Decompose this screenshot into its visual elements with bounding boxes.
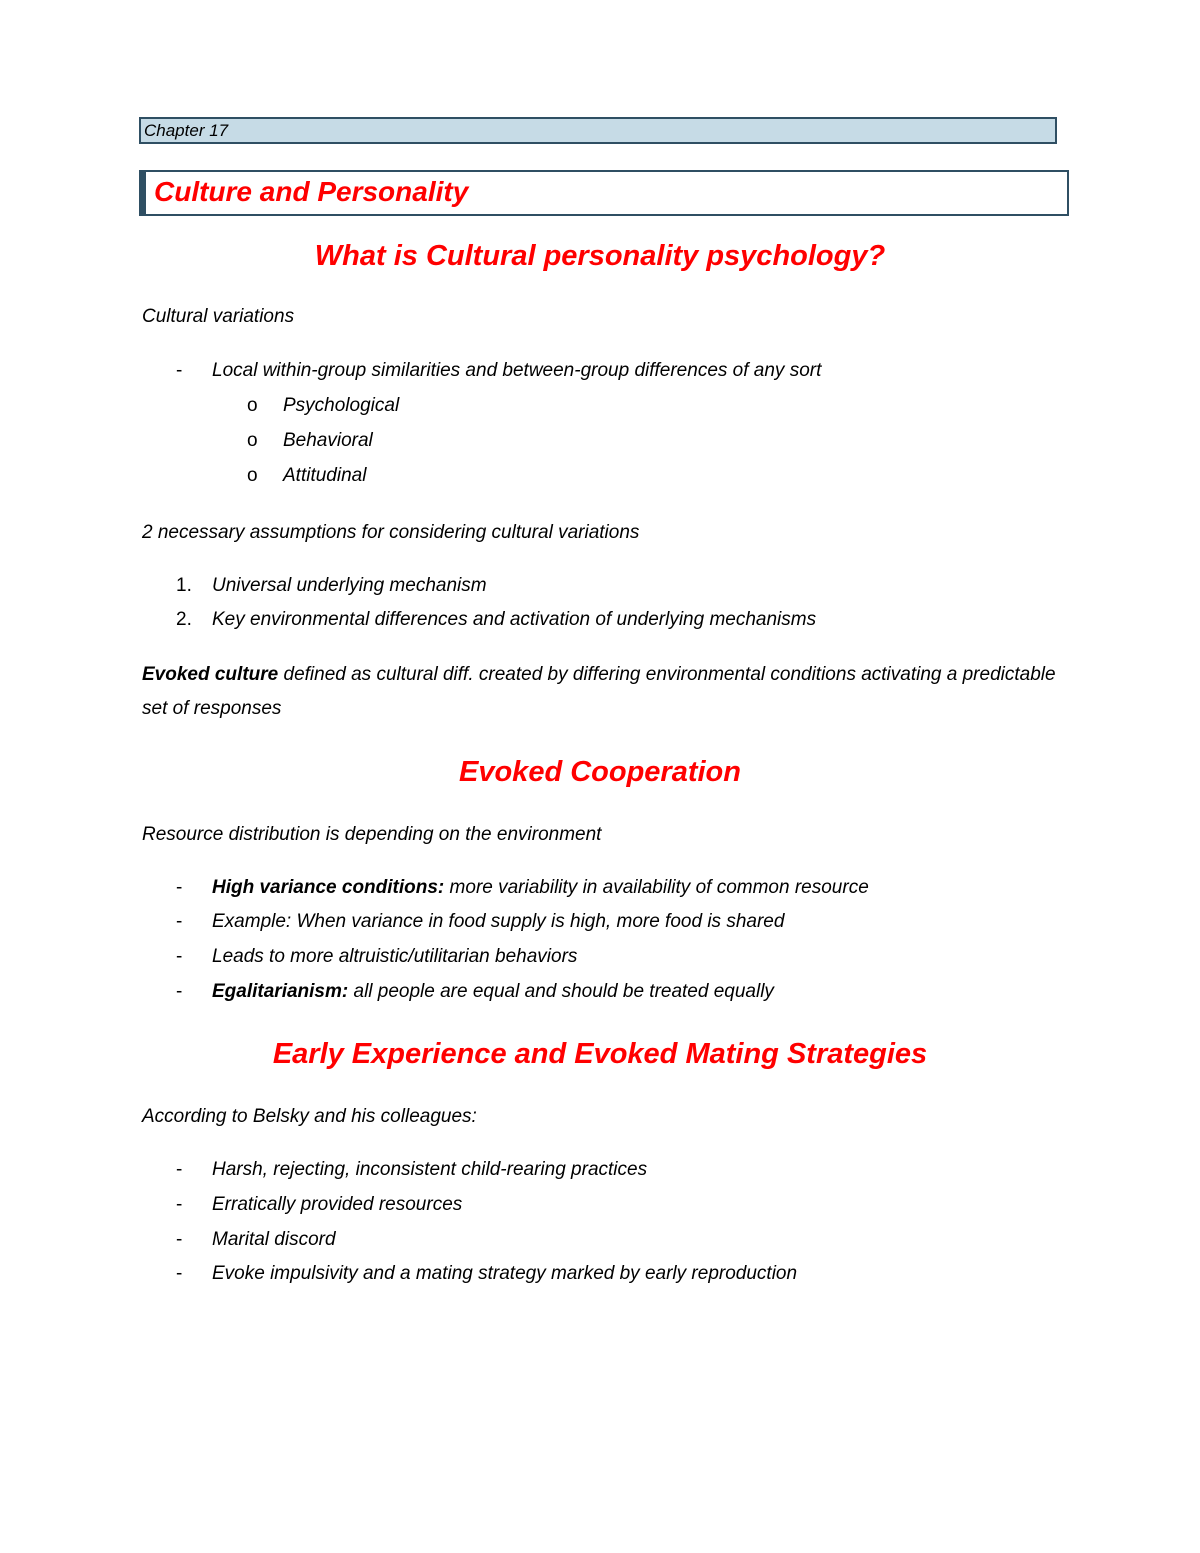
circle-bullet-icon: o [247, 465, 258, 486]
list-item-text: Evoke impulsivity and a mating strategy marked by early reproduction [212, 1263, 798, 1284]
sub-list-item [247, 464, 367, 488]
chapter-label [139, 117, 1057, 144]
list-item [176, 910, 785, 934]
list-item-text: more variability in availability of common resource [444, 877, 869, 898]
list-item [176, 876, 869, 900]
section-intro: According to Belsky and his colleagues: [142, 1106, 477, 1127]
circle-bullet-icon: o [247, 395, 258, 416]
dash-marker: - [176, 360, 183, 381]
sub-list-item-text: Behavioral [283, 430, 373, 451]
list-item-text: Harsh, rejecting, inconsistent child-rearing practices [212, 1159, 648, 1180]
definition-paragraph [142, 658, 1062, 726]
dash-marker: - [176, 911, 183, 932]
sub-list-item [247, 429, 373, 453]
dash-marker: - [176, 1263, 183, 1284]
sub-list-item-text: Psychological [283, 395, 400, 416]
numbered-item-text: Key environmental differences and activation of underlying mechanisms [212, 609, 817, 630]
list-item [176, 980, 774, 1004]
dash-marker: - [176, 1159, 183, 1180]
list-item [176, 1193, 463, 1217]
list-item-text: Erratically provided resources [212, 1194, 463, 1215]
list-item [176, 359, 822, 383]
list-item-text: Leads to more altruistic/utilitarian behaviors [212, 946, 578, 967]
list-item [176, 1228, 336, 1252]
list-item-text: all people are equal and should be treated equally [348, 981, 774, 1002]
list-item [176, 945, 578, 969]
page-title-text: Culture and Personality [154, 176, 469, 207]
assumptions-intro: 2 necessary assumptions for considering cultural variations [142, 522, 640, 543]
list-item-term: High variance conditions: [212, 877, 445, 898]
dash-marker: - [176, 877, 183, 898]
dash-marker: - [176, 946, 183, 967]
dash-marker: - [176, 1194, 183, 1215]
list-item [176, 1158, 648, 1182]
sub-list-item-text: Attitudinal [283, 465, 367, 486]
definition-term: Evoked culture [142, 664, 279, 685]
number-marker: 1. [176, 575, 192, 596]
definition-text: defined as cultural diff. created by differing environmental conditions activating a predictable set of responses [142, 664, 1056, 719]
section-heading-early-experience: Early Experience and Evoked Mating Strategies [272, 1038, 928, 1070]
section-heading-evoked-cooperation: Evoked Cooperation [459, 756, 741, 788]
list-item-text: Example: When variance in food supply is high, more food is shared [212, 911, 785, 932]
dash-marker: - [176, 1229, 183, 1250]
list-item-term: Egalitarianism: [212, 981, 349, 1002]
list-item-text: Local within-group similarities and between-group differences of any sort [212, 360, 822, 381]
chapter-label-text: Chapter 17 [144, 121, 229, 140]
list-item [176, 1262, 798, 1286]
numbered-item-text: Universal underlying mechanism [212, 575, 487, 596]
dash-marker: - [176, 981, 183, 1002]
circle-bullet-icon: o [247, 430, 258, 451]
page-title [139, 170, 1069, 216]
sub-list-item [247, 394, 400, 418]
section-intro: Cultural variations [142, 306, 295, 327]
list-item-text: Marital discord [212, 1229, 336, 1250]
number-marker: 2. [176, 609, 192, 630]
section-intro: Resource distribution is depending on the environment [142, 824, 602, 845]
numbered-item [176, 574, 487, 598]
numbered-item [176, 608, 817, 632]
section-heading-cultural-psychology: What is Cultural personality psychology? [314, 240, 886, 272]
